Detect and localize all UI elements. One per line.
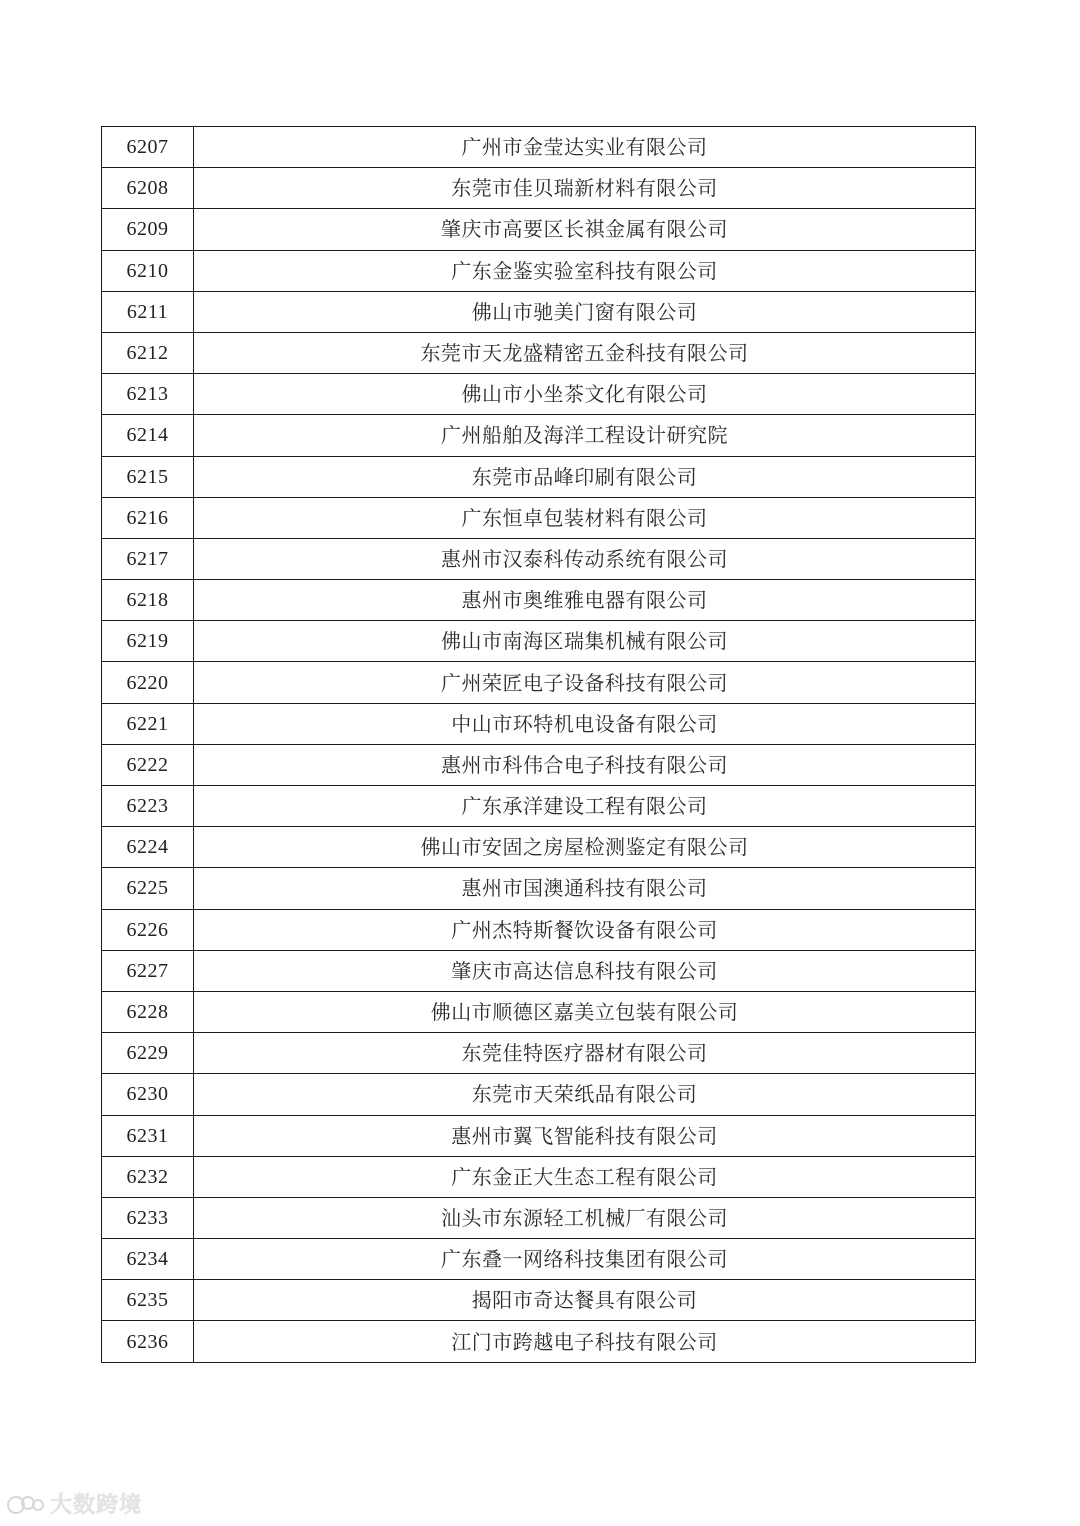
company-name: 东莞佳特医疗器材有限公司 [194,1033,976,1074]
company-name: 东莞市天荣纸品有限公司 [194,1074,976,1115]
company-name: 惠州市汉泰科传动系统有限公司 [194,538,976,579]
table-row [102,703,976,744]
table-row [102,538,976,579]
table-row [102,1115,976,1156]
row-number: 6230 [102,1074,194,1115]
company-name: 佛山市南海区瑞集机械有限公司 [194,621,976,662]
row-number: 6213 [102,374,194,415]
company-name: 东莞市佳贝瑞新材料有限公司 [194,168,976,209]
table-row [102,374,976,415]
row-number: 6223 [102,786,194,827]
company-name: 惠州市国澳通科技有限公司 [194,868,976,909]
table-row [102,127,976,168]
table-row [102,1280,976,1321]
company-name: 广东承洋建设工程有限公司 [194,786,976,827]
company-name: 广东叠一网络科技集团有限公司 [194,1239,976,1280]
table-row [102,1033,976,1074]
table-row [102,209,976,250]
company-name: 广东恒卓包装材料有限公司 [194,497,976,538]
table-row [102,456,976,497]
row-number: 6226 [102,909,194,950]
company-name: 惠州市奥维雅电器有限公司 [194,580,976,621]
row-number: 6208 [102,168,194,209]
row-number: 6233 [102,1197,194,1238]
row-number: 6229 [102,1033,194,1074]
table-row [102,250,976,291]
row-number: 6231 [102,1115,194,1156]
table-row [102,1239,976,1280]
table-row [102,168,976,209]
row-number: 6234 [102,1239,194,1280]
row-number: 6220 [102,662,194,703]
row-number: 6236 [102,1321,194,1362]
row-number: 6219 [102,621,194,662]
row-number: 6216 [102,497,194,538]
company-name: 揭阳市奇达餐具有限公司 [194,1280,976,1321]
company-name: 东莞市品峰印刷有限公司 [194,456,976,497]
row-number: 6214 [102,415,194,456]
row-number: 6207 [102,127,194,168]
company-name: 广州船舶及海洋工程设计研究院 [194,415,976,456]
table-row [102,1197,976,1238]
table-row [102,909,976,950]
company-name: 汕头市东源轻工机械厂有限公司 [194,1197,976,1238]
table-row [102,744,976,785]
table-row [102,786,976,827]
table-row [102,1074,976,1115]
company-name: 广州杰特斯餐饮设备有限公司 [194,909,976,950]
table-body [102,127,976,1363]
row-number: 6215 [102,456,194,497]
table-row [102,497,976,538]
company-name: 惠州市科伟合电子科技有限公司 [194,744,976,785]
row-number: 6232 [102,1156,194,1197]
row-number: 6218 [102,580,194,621]
company-name: 广东金鉴实验室科技有限公司 [194,250,976,291]
company-name: 肇庆市高达信息科技有限公司 [194,950,976,991]
table-row [102,1321,976,1362]
table-row [102,291,976,332]
row-number: 6227 [102,950,194,991]
watermark [6,1488,142,1519]
company-name: 中山市环特机电设备有限公司 [194,703,976,744]
table-row [102,991,976,1032]
row-number: 6224 [102,827,194,868]
row-number: 6212 [102,332,194,373]
table-row [102,827,976,868]
watermark-text: 大数跨境 [50,1493,143,1518]
company-name: 惠州市翼飞智能科技有限公司 [194,1115,976,1156]
table-row [102,621,976,662]
company-name: 佛山市驰美门窗有限公司 [194,291,976,332]
table-row [102,1156,976,1197]
table-row [102,332,976,373]
row-number: 6235 [102,1280,194,1321]
watermark-logo-icon [6,1491,46,1517]
company-name: 佛山市安固之房屋检测鉴定有限公司 [194,827,976,868]
company-name: 广州市金莹达实业有限公司 [194,127,976,168]
row-number: 6210 [102,250,194,291]
company-name: 江门市跨越电子科技有限公司 [194,1321,976,1362]
company-list-table [101,126,976,1363]
row-number: 6225 [102,868,194,909]
row-number: 6222 [102,744,194,785]
company-name: 肇庆市高要区长祺金属有限公司 [194,209,976,250]
table-row [102,580,976,621]
row-number: 6211 [102,291,194,332]
table-row [102,415,976,456]
row-number: 6221 [102,703,194,744]
row-number: 6228 [102,991,194,1032]
company-name: 广州荣匠电子设备科技有限公司 [194,662,976,703]
company-name: 东莞市天龙盛精密五金科技有限公司 [194,332,976,373]
company-name: 佛山市顺德区嘉美立包装有限公司 [194,991,976,1032]
table-row [102,662,976,703]
table-row [102,868,976,909]
row-number: 6217 [102,538,194,579]
company-name: 广东金正大生态工程有限公司 [194,1156,976,1197]
row-number: 6209 [102,209,194,250]
table-row [102,950,976,991]
company-name: 佛山市小坐茶文化有限公司 [194,374,976,415]
